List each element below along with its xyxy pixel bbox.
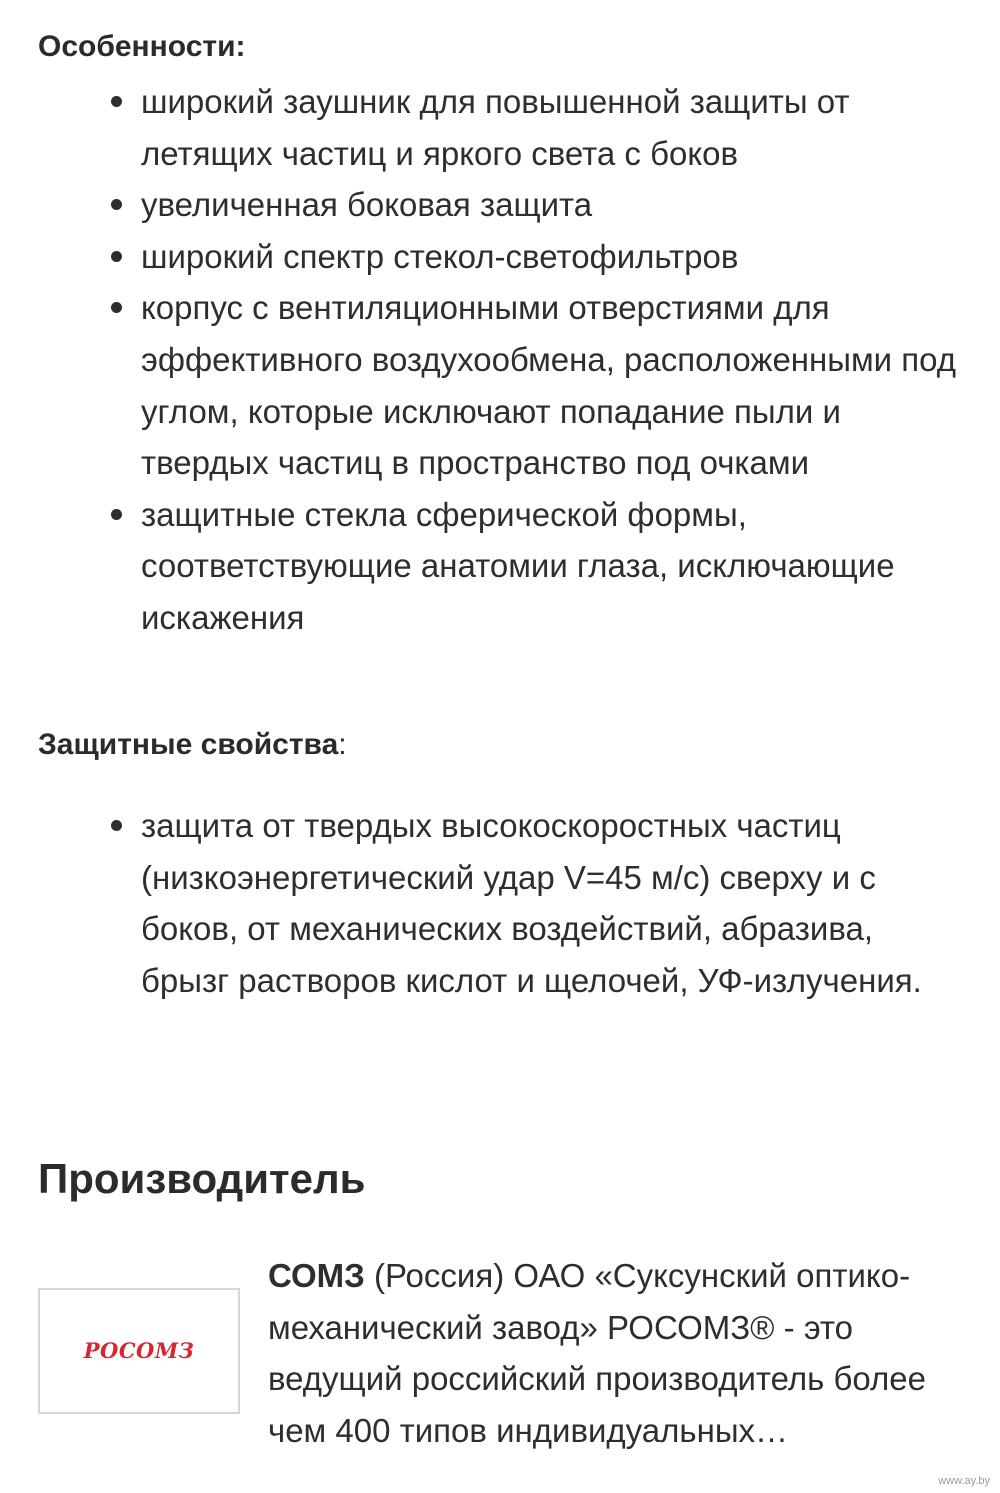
protection-heading-colon: : [338,728,347,761]
manufacturer-logo[interactable] [38,1288,240,1414]
protection-heading [38,728,347,762]
list-item: защита от твердых высокоскоростных частиц (низкоэнергетический удар V=45 м/с) сверху и с боков, от механических воздействий, абразива, брызг растворов кислот и щелочей, УФ-излучения. [0,800,980,1006]
manufacturer-description-text: (Россия) ОАО «Суксунский оптико-механический завод» РОСОМЗ® - это ведущий российский производитель более чем 400 типов индивидуальных… [268,1257,927,1449]
list-item: широкий спектр стекол-светофильтров [0,231,980,283]
rosomz-logo-icon [69,1336,209,1366]
features-heading-text: Особенности: [38,30,246,63]
protection-list [0,800,980,1006]
list-item: корпус с вентиляционными отверстиями для эффективного воздухообмена, расположенными под углом, которые исключают попадание пыли и твердых частиц в пространство под очками [0,282,980,488]
manufacturer-title: Производитель [38,1155,366,1202]
list-item: широкий заушник для повышенной защиты от летящих частиц и яркого света с боков [0,76,980,179]
list-item: увеличенная боковая защита [0,179,980,231]
manufacturer-description [268,1250,983,1456]
svg-text:РОСОМЗ: РОСОМЗ [83,1338,195,1363]
list-item: защитные стекла сферической формы, соответствующие анатомии глаза, исключающие искажения [0,489,980,644]
features-heading [38,30,246,64]
manufacturer-name[interactable]: СОМЗ [268,1257,365,1294]
protection-heading-text: Защитные свойства [38,728,339,761]
features-list [0,76,980,644]
watermark: www.ay.by [938,1475,990,1487]
